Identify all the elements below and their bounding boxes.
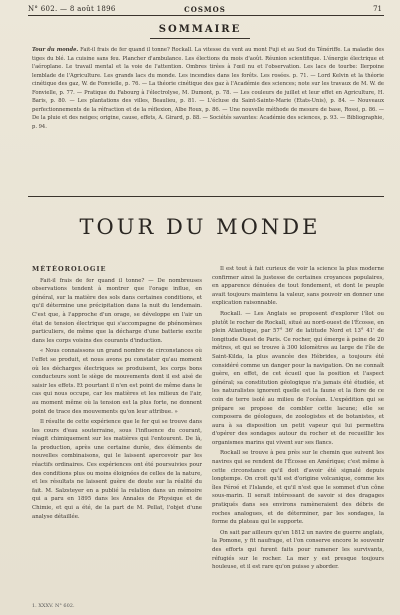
paragraph: Rockall. — Les Anglais se proposent d'explorer l'îlot ou plutôt le rocher de Rockall, situé au nord-ouest de l'Écosse, en plein Atlantique, par 57° 36' de latitude Nord et 13° 41' de longitude Ouest de Paris. Ce rocher, qui émerge à peine de 20 mètres, et qui se trouve à 300 kilomètres au large de l'île de Saint-Kilda, la plus avancée des Hébrides, a toujours été considéré comme un danger pour la navigation. On ne connaît guère, en effet, de cet écueil que la position et l'aspect général; sa constitution géologique n'a jamais été étudiée, et les naturalistes ignorent quelle est la faune et la flore de ce coin de terre isolé au milieu de l'océan. L'expédition qui se prépare se propose de combler cette lacune; elle se composera de géologues, de zoologistes et de botanistes, et aura à sa disposition un petit vapeur qui lui permettra d'opérer des sondages autour du rocher et de recueillir les organismes marins qui vivent sur ses flancs. xyxy=(212,310,384,446)
summary-lead: Tour du monde. xyxy=(32,47,79,53)
paragraph: Fait-il frais de fer quand il tonne? — De nombreuses observations tendent à montrer que l'orage influe, en général, sur la matière des sols dans certaines conditions, et qu'il détermine une précipitation dans la nuit du lendemain. C'est que, à l'approche d'un orage, se développe en l'air un état de tension électrique qui s'accompagne de phénomènes particuliers, de même que la décharge d'une batterie excite dans les corps voisins des courants d'induction. xyxy=(32,277,202,344)
paragraph: Il est tout à fait curieux de voir la science la plus moderne confirmer ainsi la justesse de certaines croyances populaires, en apparence dénuées de tout fondement, et dont le peuple avait toujours maintenu la valeur, sans pouvoir en donner une explication raisonnable. xyxy=(212,266,384,307)
header-rule xyxy=(28,15,384,16)
paragraph: « Nous connaissons un grand nombre de circonstances où l'effet se produit, et nous avons pu constater qu'au moment où les décharges électriques se produisent, les corps bons conducteurs sont le siège de mouvements dont il est aisé de saisir les effets. Et pourtant il n'en est point de même dans le cas qui nous occupe, car les matières et les milieux de l'air, au moment même où la tension est la plus forte, ne donnent point de trace des mouvements qu'on leur attribue. » xyxy=(32,348,202,415)
summary-bottom-rule xyxy=(28,196,384,197)
article-title: TOUR DU MONDE xyxy=(79,215,321,239)
paragraph: On sait par ailleurs qu'en 1812 un navire de guerre anglais, la Pomone, y fit naufrage, et l'on conserve encore le souvenir des efforts qui furent faits pour ramener les survivants, réfugiés sur le rocher. La mer y est presque toujours houleuse, et il est rare qu'on puisse y aborder. xyxy=(212,529,384,571)
running-header xyxy=(28,3,382,15)
summary-text: Fait-il frais de fer quand il tonne? Rockall. La vitesse du vent au mont Fuji et au Sud du Ténériffe. La maladie des tiges du blé. La cuisine sans feu. Plancher d'ambulance. Les élections du mois d'août. Réunion scientifique. L'énergie électrique et l'aéroplane. Le travail mental et la voie de l'attention. Ombres tirées à l'œil nu et l'observation. Les lacs de tourbe: Ilerpoine lemblade de l'Agriculture. Les grands lacs du monde. Les incendies dans les forêts. Les rosées. p. 71. — Lord Kelvin et la théorie cinétique des gaz, W. de Fonvielle, p. 76. — La théorie cinétique des gaz à l'Académie des sciences; note sur les travaux de M. W. de Fonvielle, p. 77. — Pratique du Fabourg à l'électrolyse, M. Dumont, p. 78. — Les couleurs de juillet et leur effet en Agriculture, H. Baris, p. 80. — Les plantations des villes, Beaulieu, p. 81. — L'écluse du Saint-Sainte-Marie (Etats-Unis), p. 84. — Nouveaux perfectionnements de la réfraction et de la réflexion, Albe Roux, p. 86. — Une nouvelle méthode de mesure de base, Rossi, p. 86. — De la pluie et des neiges; origine, cause, effets, A. Girard, p. 88. — Sociétés savantes: Académie des sciences, p. 93. — Bibliographie, p. 94. xyxy=(32,47,384,130)
right-column xyxy=(212,265,384,574)
left-column xyxy=(32,265,202,523)
page-footer: 1. XXXV. N° 602. xyxy=(32,603,75,609)
summary-title-rule xyxy=(150,38,250,39)
paragraph: Rockall se trouve à peu près sur le chemin que suivent les navires qui se rendent de l'Écosse en Amérique; c'est même à cette circonstance qu'il doit d'avoir été signalé depuis longtemps. On croit qu'il est d'origine volcanique, comme les îles Féroé et l'Islande, et qu'il n'est que le sommet d'un cône sous-marin. Il serait intéressant de savoir si des dragages pratiqués dans ses environs ramèneraient des débris de roches analogues, et de déterminer, par les sondages, la forme du plateau qui le supporte. xyxy=(212,450,384,526)
paragraph: Il résulte de cette expérience que le fer qui se trouve dans les cours d'eau souterraine, sous l'influence du courant, réagit chimiquement sur les matières qui l'entourent. De là, la production, après une certaine durée, des éléments de nouvelles combinaisons, qui le laissent apercevoir par les réactifs ordinaires. Ces expériences ont été poursuivies pour des conditions plus ou moins éloignées de celles de la nature, et les résultats ne laissent guère de doute sur la réalité du fait. M. Salzsteyer en a publié la relation dans un mémoire qui a paru en 1895 dans les Annales de Physique et de Chimie, et qui a été, de la part de M. Pellat, l'objet d'une analyse détaillée. xyxy=(32,419,202,520)
issue-number: N° 602. — 8 août 1896 xyxy=(28,5,116,13)
section-heading: MÉTÉOROLOGIE xyxy=(32,265,107,273)
journal-name: COSMOS xyxy=(184,4,226,14)
summary-title: SOMMAIRE xyxy=(158,24,242,35)
summary-block xyxy=(32,46,384,131)
page-number: 71 xyxy=(373,5,382,13)
